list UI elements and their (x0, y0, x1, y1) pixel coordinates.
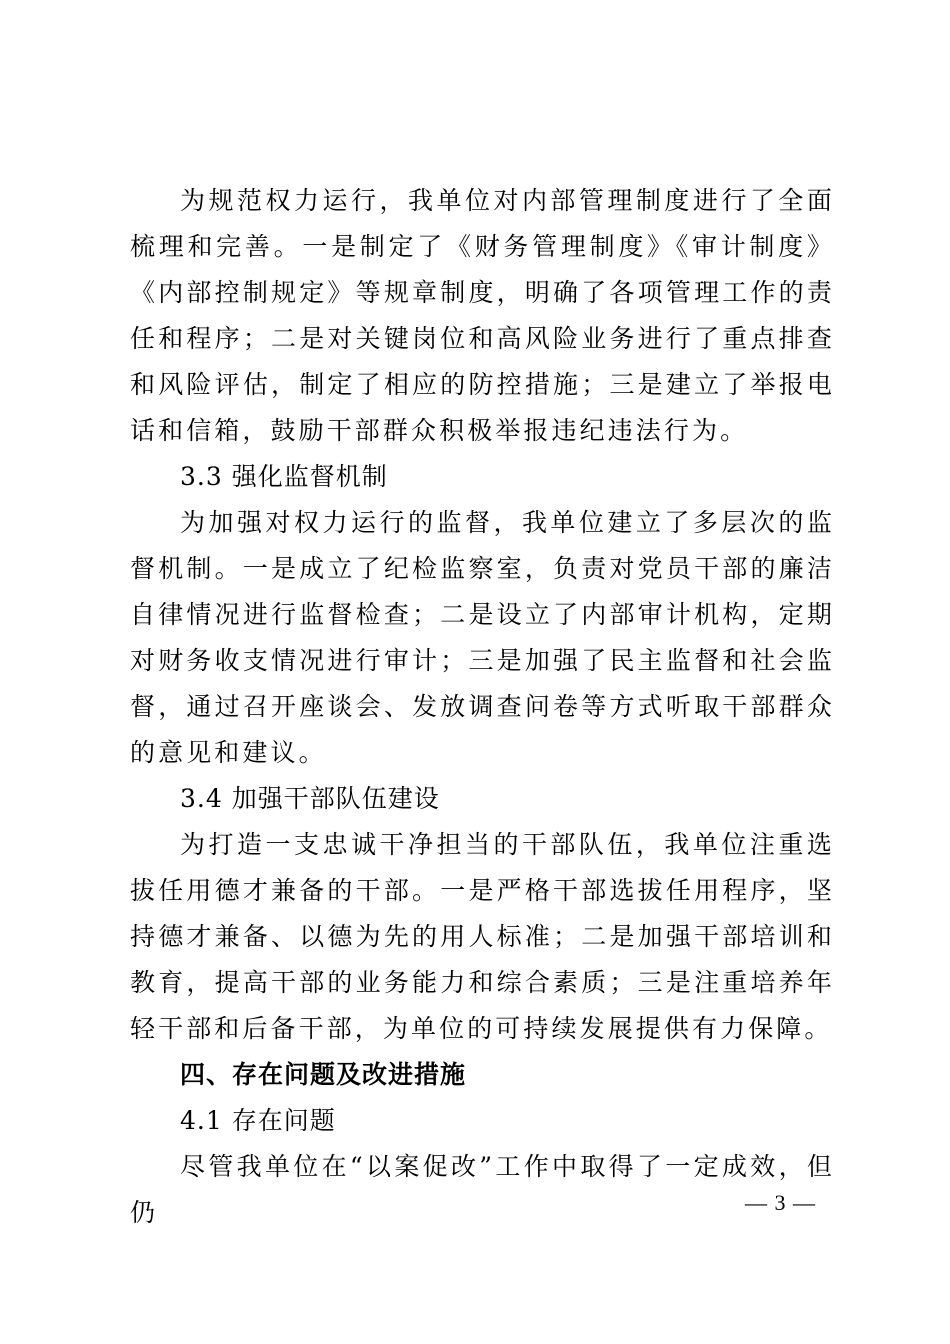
section-heading-4-1: 4.1 存在问题 (180, 1106, 336, 1135)
paragraph-problems: 尽管我单位在“以案促改”工作中取得了一定成效，但仍 (130, 1152, 835, 1227)
page-number: — 3 — (745, 1190, 816, 1215)
document-body (130, 178, 835, 1236)
section-heading-3-3: 3.3 强化监督机制 (180, 462, 388, 491)
chapter-heading-4: 四、存在问题及改进措施 (180, 1060, 467, 1089)
section-heading-3-4: 3.4 加强干部队伍建设 (180, 784, 440, 813)
paragraph-regulations: 为规范权力运行，我单位对内部管理制度进行了全面梳理和完善。一是制定了《财务管理制度》《审计制度》《内部控制规定》等规章制度，明确了各项管理工作的责任和程序；二是对关键岗位和高风险业务进行了重点排查和风险评估，制定了相应的防控措施；三是建立了举报电话和信箱，鼓励干部群众积极举报违纪违法行为。 (130, 186, 835, 445)
paragraph-cadre-team: 为打造一支忠诚干净担当的干部队伍，我单位注重选拔任用德才兼备的干部。一是严格干部选拔任用程序，坚持德才兼备、以德为先的用人标准；二是加强干部培训和教育，提高干部的业务能力和综合素质；三是注重培养年轻干部和后备干部，为单位的可持续发展提供有力保障。 (130, 830, 835, 1043)
paragraph-supervision: 为加强对权力运行的监督，我单位建立了多层次的监督机制。一是成立了纪检监察室，负责对党员干部的廉洁自律情况进行监督检查；二是设立了内部审计机构，定期对财务收支情况进行审计；三是加强了民主监督和社会监督，通过召开座谈会、发放调查问卷等方式听取干部群众的意见和建议。 (130, 508, 835, 767)
